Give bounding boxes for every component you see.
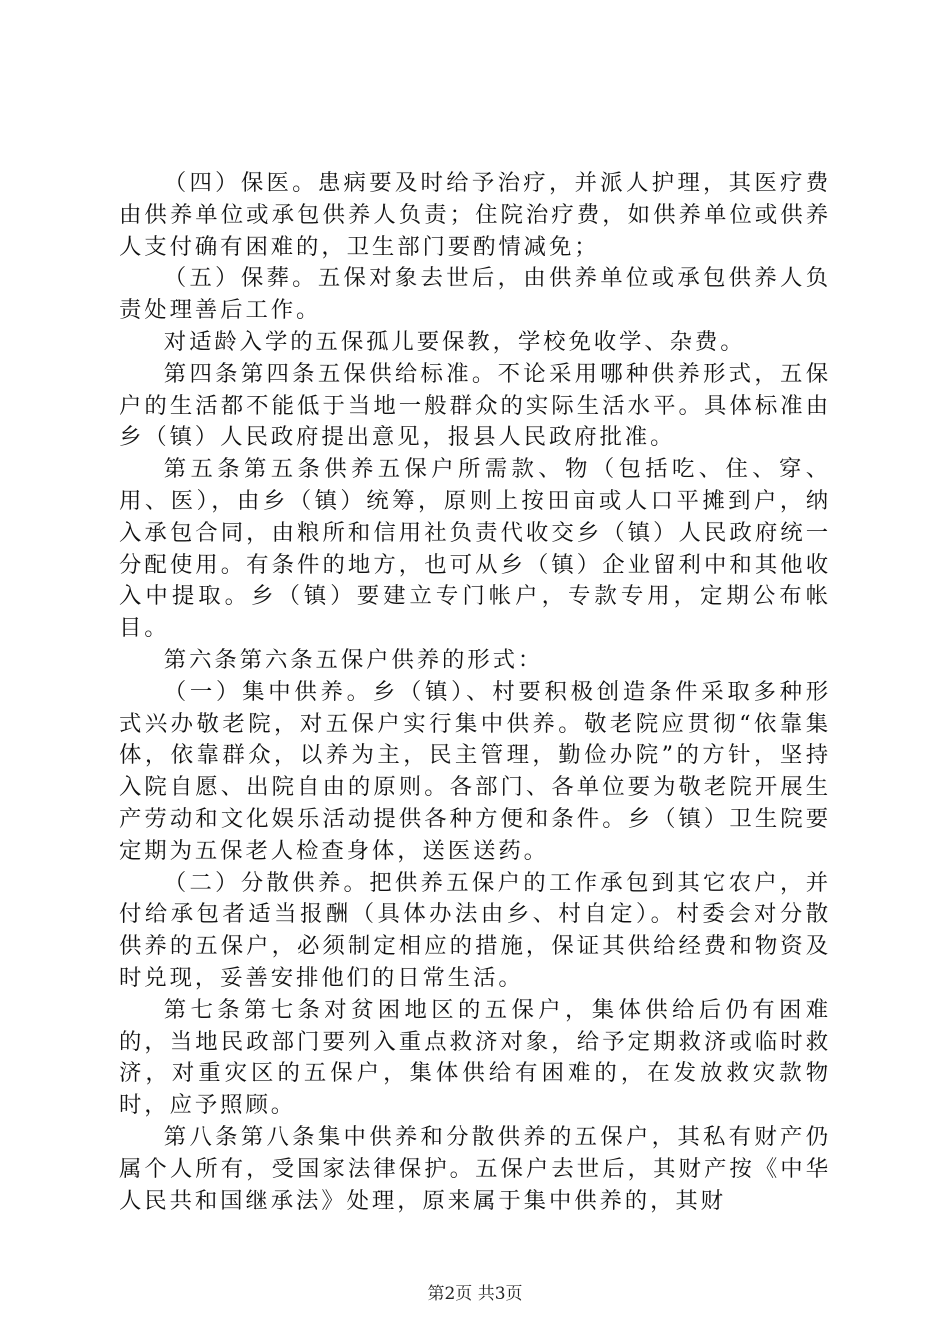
document-body — [119, 168, 831, 1217]
paragraph-article-8: 第八条第八条集中供养和分散供养的五保户，其私有财产仍属个人所有，受国家法律保护。五保户去世后，其财产按《中华人民共和国继承法》处理，原来属于集中供养的，其财 — [119, 1123, 831, 1214]
page-footer — [0, 1283, 950, 1305]
page-number: 第2页 — [427, 1284, 473, 1304]
paragraph-bao-jiao: 对适龄入学的五保孤儿要保教，学校免收学、杂费。 — [163, 328, 746, 355]
paragraph-centralized-support: （一）集中供养。乡（镇）、村要积极创造条件采取多种形式兴办敬老院，对五保户实行集中供养。敬老院应贯彻“依靠集体，依靠群众，以养为主，民主管理，勤俭办院”的方针，坚持入院自愿、出院自由的原则。各部门、各单位要为敬老院开展生产劳动和文化娱乐活动提供各种方便和条件。乡（镇）卫生院要定期为五保老人检查身体，送医送药。 — [119, 678, 831, 864]
paragraph-bao-zang: （五）保葬。五保对象去世后，由供养单位或承包供养人负责处理善后工作。 — [119, 265, 831, 324]
paragraph-article-5: 第五条第五条供养五保户所需款、物（包括吃、住、穿、用、医），由乡（镇）统筹，原则上按田亩或人口平摊到户，纳入承包合同，由粮所和信用社负责代收交乡（镇）人民政府统一分配使用。有条件的地方，也可从乡（镇）企业留利中和其他收入中提取。乡（镇）要建立专门帐户，专款专用，定期公布帐目。 — [119, 456, 831, 642]
paragraph-article-4: 第四条第四条五保供给标准。不论采用哪种供养形式，五保户的生活都不能低于当地一般群众的实际生活水平。具体标准由乡（镇）人民政府提出意见，报县人民政府批准。 — [119, 360, 831, 451]
paragraph-article-6: 第六条第六条五保户供养的形式： — [163, 646, 544, 673]
paragraph-dispersed-support: （二）分散供养。把供养五保户的工作承包到其它农户，并付给承包者适当报酬（具体办法由乡、村自定）。村委会对分散供养的五保户，必须制定相应的措施，保证其供给经费和物资及时兑现，妥善安排他们的日常生活。 — [119, 869, 831, 991]
paragraph-article-7: 第七条第七条对贫困地区的五保户，集体供给后仍有困难的，当地民政部门要列入重点救济对象，给予定期救济或临时救济，对重灾区的五保户，集体供给有困难的，在发放救灾款物时，应予照顾。 — [119, 996, 831, 1119]
page-total: 共3页 — [477, 1284, 523, 1304]
paragraph-bao-yi: （四）保医。患病要及时给予治疗，并派人护理，其医疗费由供养单位或承包供养人负责；住院治疗费，如供养单位或供养人支付确有困难的，卫生部门要酌情减免； — [119, 170, 831, 260]
